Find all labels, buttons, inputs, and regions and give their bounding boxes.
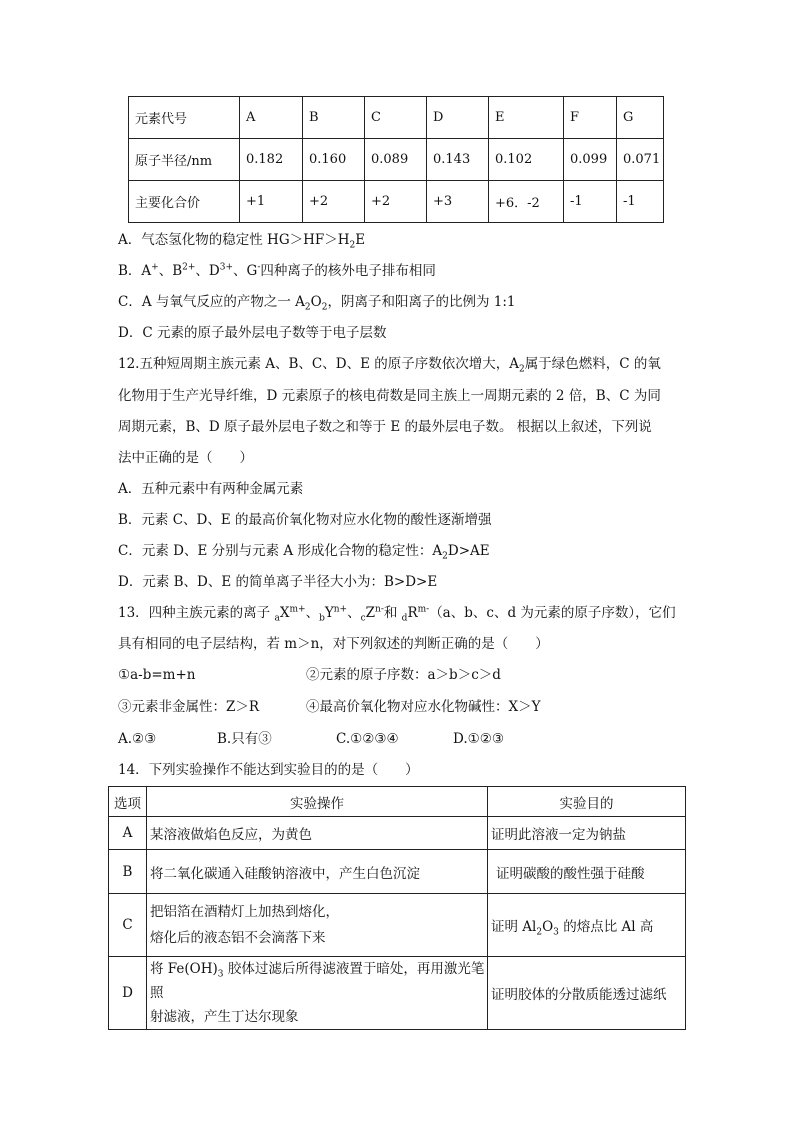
table-header-cell: C xyxy=(365,97,427,139)
cell-line xyxy=(150,957,487,1005)
superscript: 2+ xyxy=(182,262,196,273)
table-cell: 证明碳酸的酸性强于硅酸 xyxy=(488,850,686,894)
table-cell xyxy=(147,957,488,1030)
table-row xyxy=(109,894,686,957)
table-cell: 某溶液做焰色反应，为黄色 xyxy=(147,817,488,850)
q12-stem-line: 周期元素，B、D 原子最外层电子数之和等于 E 的最外层电子数。 根据以上叙述，下列说 xyxy=(118,419,652,435)
q12-stem-line xyxy=(118,354,661,374)
text: 、 xyxy=(347,605,361,621)
superscript: m+ xyxy=(289,604,306,615)
table-cell: D xyxy=(109,957,147,1030)
text: R xyxy=(407,605,418,621)
table-cell xyxy=(488,894,686,957)
table-header-cell: 选项 xyxy=(109,787,147,817)
table-cell: 证明此溶液一定为钠盐 xyxy=(488,817,686,850)
table-row xyxy=(129,181,664,223)
text: B．A xyxy=(118,263,152,279)
element-data-table xyxy=(128,96,664,223)
subscript: 2 xyxy=(349,240,356,251)
table-header-cell: D xyxy=(427,97,489,139)
table-cell: 证明胶体的分散质能透过滤纸 xyxy=(488,957,686,1030)
text: Z xyxy=(365,605,376,621)
q13-option-a: A.②③ xyxy=(118,731,157,747)
text: 、D xyxy=(195,263,220,279)
table-cell: B xyxy=(109,850,147,894)
q13-stem-line: 具有相同的电子层结构，若 m＞n，对下列叙述的判断正确的是（ ） xyxy=(118,636,549,652)
text: Y xyxy=(324,605,334,621)
table-cell: C xyxy=(109,894,147,957)
table-header-cell: 实验目的 xyxy=(488,787,686,817)
text: C．A 与氧气反应的产物之一 A xyxy=(118,294,305,310)
table-header-cell: G xyxy=(617,97,664,139)
q13-statement-1: ①a-b=m+n xyxy=(118,667,196,683)
table-cell: +2 xyxy=(365,181,427,223)
q12-option-c xyxy=(118,541,490,561)
q13-option-d: D.①②③ xyxy=(453,731,504,747)
subscript: 2 xyxy=(321,302,328,313)
table-row xyxy=(129,139,664,181)
table-row xyxy=(109,787,686,817)
text: ，阴离子和阳离子的比例为 1:1 xyxy=(327,294,516,310)
subscript: a xyxy=(274,613,280,624)
q13-option-b: B.只有③ xyxy=(217,731,272,747)
text: 、 xyxy=(305,605,320,621)
table-row xyxy=(109,817,686,850)
table-cell: 将二氧化碳通入硅酸钠溶液中，产生白色沉淀 xyxy=(147,850,488,894)
text: 的熔点比 Al 高 xyxy=(558,919,654,935)
table-cell xyxy=(147,894,488,957)
table-cell: 0.143 xyxy=(427,139,489,181)
text: 将 Fe(OH) xyxy=(150,961,218,977)
text: C．元素 D、E 分别与元素 A 形成化合物的稳定性：A xyxy=(118,543,443,559)
cell-line: 射滤液，产生丁达尔现象 xyxy=(150,1009,299,1025)
q12-stem-line: 化物用于生产光导纤维，D 元素原子的核电荷数是同主族上一周期元素的 2 倍，B、C 为同 xyxy=(118,388,661,404)
q13-statement-3: ③元素非金属性：Z＞R xyxy=(118,699,260,715)
table-cell: +3 xyxy=(427,181,489,223)
table-header-cell: B xyxy=(303,97,365,139)
text: （a、b、c、d 为元素的原子序数），它们 xyxy=(429,605,676,621)
table-cell: +6．-2 xyxy=(489,181,564,223)
table-header-cell: 元素代号 xyxy=(129,97,240,139)
table-header-cell: A xyxy=(240,97,303,139)
table-cell: 主要化合价 xyxy=(129,181,240,223)
text: E xyxy=(355,232,366,248)
table-cell: 0.102 xyxy=(489,139,564,181)
superscript: 3+ xyxy=(219,262,234,273)
table-cell: A xyxy=(109,817,147,850)
superscript: - xyxy=(257,262,261,273)
text: O xyxy=(310,294,322,310)
table-cell: 0.160 xyxy=(303,139,365,181)
text: 证明 Al xyxy=(491,919,537,935)
q11-option-d: D．C 元素的原子最外层电子数等于电子层数 xyxy=(118,325,387,341)
subscript: 3 xyxy=(553,927,559,938)
table-cell: +2 xyxy=(303,181,365,223)
q11-option-b xyxy=(118,261,436,281)
q11-option-a xyxy=(118,230,365,250)
subscript: 2 xyxy=(536,927,543,938)
q12-option-b: B．元素 C、D、E 的最高价氧化物对应水化物的酸性逐渐增强 xyxy=(118,512,492,528)
table-cell: 0.071 xyxy=(617,139,664,181)
table-cell: -1 xyxy=(564,181,617,223)
table-cell: 0.089 xyxy=(365,139,427,181)
table-header-cell: 实验操作 xyxy=(147,787,488,817)
subscript: 2 xyxy=(518,364,525,375)
cell-line: 熔化后的液态铝不会滴落下来 xyxy=(150,930,326,946)
text: 12.五种短周期主族元素 A、B、C、D、E 的原子序数依次增大，A xyxy=(118,356,519,372)
q13-stem-line xyxy=(118,603,676,623)
text: X xyxy=(279,605,290,621)
table-cell: 0.182 xyxy=(240,139,303,181)
text: 和 xyxy=(383,605,402,621)
q13-option-c: C.①②③④ xyxy=(336,731,399,747)
table-cell: 原子半径/nm xyxy=(129,139,240,181)
text: D>AE xyxy=(447,543,490,559)
table-cell: +1 xyxy=(240,181,303,223)
table-header-cell: E xyxy=(489,97,564,139)
text: 13．四种主族元素的离子 xyxy=(118,605,275,621)
table-cell: 0.099 xyxy=(564,139,617,181)
q11-option-c xyxy=(118,292,516,312)
subscript: d xyxy=(401,613,408,624)
superscript: m- xyxy=(417,604,430,615)
q12-option-a: A．五种元素中有两种金属元素 xyxy=(118,481,304,497)
text: 四种离子的核外电子排布相同 xyxy=(260,263,436,279)
q12-stem-line: 法中正确的是（ ） xyxy=(118,450,253,466)
text: 胶体过滤后所得滤液置于暗处，再用激光笔照 xyxy=(150,961,485,1001)
superscript: + xyxy=(151,262,159,273)
cell-line: 把铝箔在酒精灯上加热到熔化， xyxy=(150,904,339,920)
subscript: b xyxy=(319,613,325,624)
subscript: 3 xyxy=(217,969,224,980)
text: 、G xyxy=(233,263,258,279)
experiment-table xyxy=(108,786,686,1030)
text: O xyxy=(542,919,554,935)
table-row xyxy=(129,97,664,139)
subscript: c xyxy=(360,613,366,624)
superscript: n- xyxy=(375,604,384,615)
superscript: n+ xyxy=(333,604,348,615)
q14-stem: 14．下列实验操作不能达到实验目的的是（ ） xyxy=(118,762,419,778)
text: 属于绿色燃料，C 的氧 xyxy=(524,356,661,372)
text: 、B xyxy=(158,263,183,279)
subscript: 2 xyxy=(304,302,311,313)
q12-option-d: D．元素 B、D、E 的简单离子半径大小为：B>D>E xyxy=(118,574,438,590)
text: A．气态氢化物的稳定性 HG＞HF＞H xyxy=(118,232,350,248)
table-row xyxy=(109,850,686,894)
table-row xyxy=(109,957,686,1030)
q13-statement-2: ②元素的原子序数：a＞b＞c＞d xyxy=(306,667,501,683)
subscript: 2 xyxy=(442,551,448,562)
table-cell: -1 xyxy=(617,181,664,223)
q13-statement-4: ④最高价氧化物对应水化物碱性：X＞Y xyxy=(306,699,541,715)
table-header-cell: F xyxy=(564,97,617,139)
